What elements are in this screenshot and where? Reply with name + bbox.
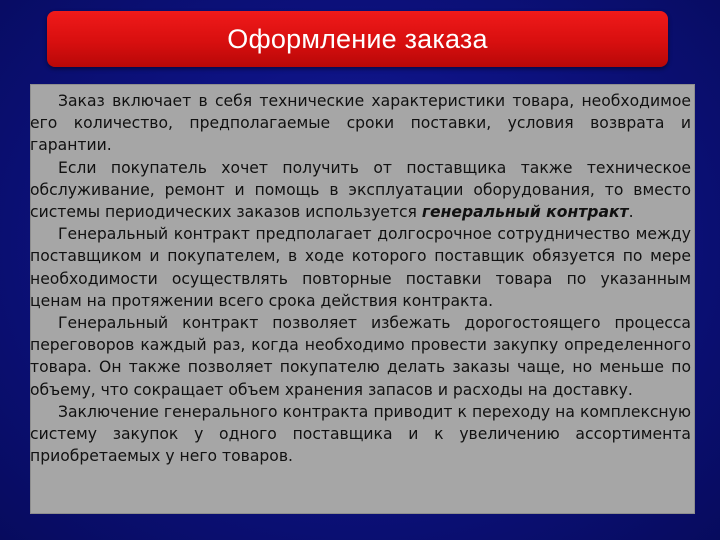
paragraph-5-text: Заключение генерального контракта приводит к переходу на комплексную систему закупок у одного поставщика и к увеличению ассортимента приобретаемых у него товаров. [30, 402, 691, 466]
body-text [30, 84, 695, 467]
title-banner [47, 11, 668, 67]
paragraph-3 [30, 223, 691, 312]
paragraph-1-text: Заказ включает в себя технические характеристики товара, необходимое его количество, предполагаемые сроки поставки, условия возврата и гарантии. [30, 92, 691, 155]
paragraph-4 [30, 312, 691, 401]
paragraph-2 [30, 157, 691, 224]
paragraph-1 [30, 90, 691, 157]
paragraph-2-end: . [628, 203, 634, 222]
general-contract-emphasis: генеральный контракт [421, 203, 629, 222]
paragraph-2-text: Если покупатель хочет получить от поставщика также техническое обслуживание, ремонт и помощь в эксплуатации оборудования, то вместо системы периодических заказов используется [30, 158, 691, 222]
paragraph-3-text: Генеральный контракт предполагает долгосрочное сотрудничество между поставщиком и покупателем, в ходе которого поставщик обязуется по мере необходимости осуществлять повторные поставки товара по указанным ценам на протяжении всего срока действия контракта. [30, 225, 691, 310]
slide-title: Оформление заказа [227, 23, 488, 54]
paragraph-5 [30, 401, 691, 468]
body-text-box [30, 84, 695, 514]
paragraph-4-text: Генеральный контракт позволяет избежать дорогостоящего процесса переговоров каждый раз, когда необходимо провести закупку определенного товара. Он также позволяет покупателю делать заказы чаще, но меньше по объему, что сокращает объем хранения запасов и расходы на доставку. [30, 314, 691, 399]
